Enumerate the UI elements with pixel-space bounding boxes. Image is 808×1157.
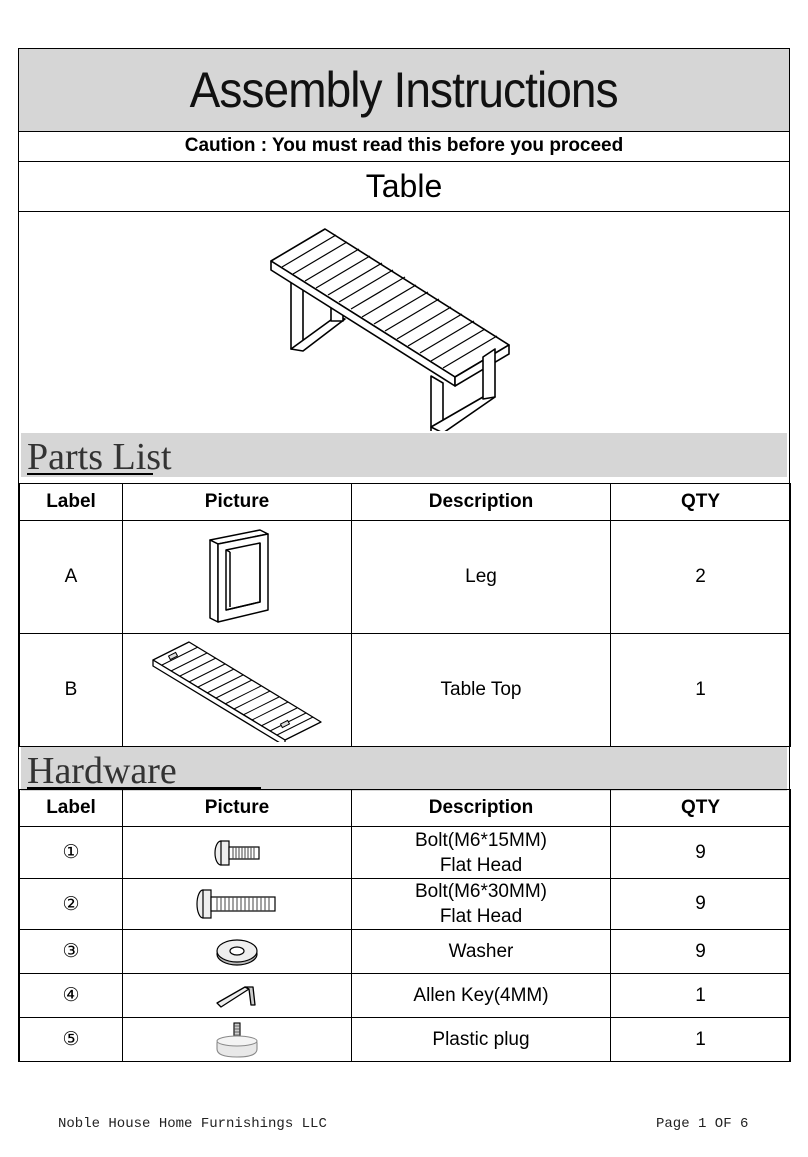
product-illustration [19,211,789,433]
hardware-heading-band [21,747,787,791]
hardware-description: Allen Key(4MM) [352,974,611,1018]
column-header: QTY [611,790,791,827]
hardware-picture [123,879,352,930]
table-row [20,974,791,1018]
footer-page-number: Page 1 OF 6 [656,1116,749,1132]
washer-icon [214,936,260,968]
column-header: Picture [123,484,352,521]
hardware-label: ③ [20,930,123,974]
hardware-picture [123,1018,352,1062]
product-name: Table [19,161,789,212]
hardware-picture [123,827,352,879]
hardware-picture [123,974,352,1018]
table-top-icon [151,638,323,742]
footer-company: Noble House Home Furnishings LLC [58,1116,327,1132]
title-banner [19,49,789,132]
description-line: Bolt(M6*30MM) [415,881,547,902]
description-line: Bolt(M6*15MM) [415,829,547,851]
description-line: Flat Head [439,854,523,876]
table-row [20,827,791,879]
hardware-table-header [20,790,791,827]
hardware-description [352,879,611,930]
column-header: Description [352,484,611,521]
hardware-description [352,827,611,879]
parts-list-heading-band [21,433,787,477]
column-header: Label [20,484,123,521]
hardware-qty: 9 [611,827,791,879]
table-row [20,1018,791,1062]
allen-key-icon [215,981,259,1011]
table-row [20,634,791,747]
column-header: Description [352,790,611,827]
table-row [20,521,791,634]
long-bolt-icon [195,887,279,921]
hardware-label: ⑤ [20,1018,123,1062]
part-label: A [20,521,123,634]
leg-frame-icon [202,528,272,626]
hardware-qty: 9 [611,879,791,930]
table-row [20,879,791,930]
column-header: Picture [123,790,352,827]
part-qty: 2 [611,521,791,634]
instruction-sheet [18,48,790,1062]
parts-list-heading: Parts List [27,436,172,478]
hardware-heading: Hardware [27,750,177,792]
hardware-description: Washer [352,930,611,974]
short-bolt-icon [212,838,262,868]
bench-table-illustration [269,221,539,431]
part-description: Leg [352,521,611,634]
part-description: Table Top [352,634,611,747]
part-picture [123,634,352,747]
hardware-qty: 1 [611,974,791,1018]
hardware-qty: 9 [611,930,791,974]
part-picture [123,521,352,634]
hardware-picture [123,930,352,974]
column-header: Label [20,790,123,827]
hardware-label: ④ [20,974,123,1018]
hardware-qty: 1 [611,1018,791,1062]
column-header: QTY [611,484,791,521]
part-qty: 1 [611,634,791,747]
hardware-table [19,789,791,1062]
hardware-label: ② [20,879,123,930]
document-title: Assembly Instructions [189,62,619,118]
table-row [20,930,791,974]
part-label: B [20,634,123,747]
caution-notice: Caution : You must read this before you proceed [19,131,789,162]
description-line: Flat Head [439,906,523,927]
hardware-description: Plastic plug [352,1018,611,1062]
parts-table-header [20,484,791,521]
hardware-label: ① [20,827,123,879]
parts-table [19,483,791,747]
plastic-plug-icon [213,1021,261,1059]
